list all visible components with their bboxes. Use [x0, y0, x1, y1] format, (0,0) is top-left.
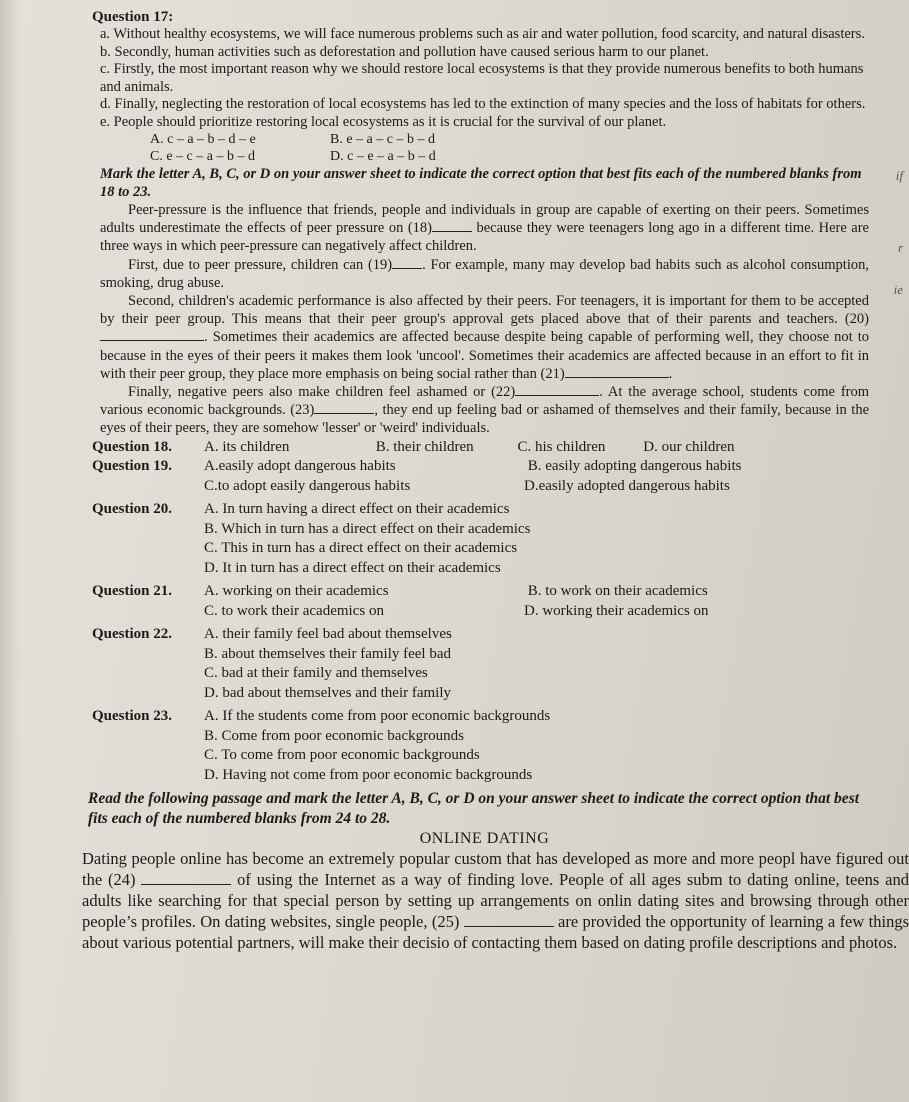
passage-title: ONLINE DATING: [419, 830, 550, 848]
option-d[interactable]: D. Having not come from poor economic backgrounds: [204, 766, 533, 783]
option-b[interactable]: B. about themselves their family feel bad: [204, 645, 452, 662]
option-d[interactable]: D. working their academics on: [524, 602, 709, 619]
question-18: [92, 438, 869, 458]
blank-19: [392, 268, 422, 269]
statement-c: c. Firstly, the most important reason why we should restore local ecosystems is that they provide numerous benefits to both humans and animals.: [100, 61, 864, 95]
question-20: [92, 500, 869, 520]
question-22-option-c-row: [100, 664, 869, 684]
margin-mark: r: [897, 240, 903, 255]
blank-23: [314, 413, 374, 414]
option-a[interactable]: A. working on their academics: [204, 583, 389, 600]
blank-25: [464, 926, 554, 927]
question-23-option-c-row: [100, 746, 869, 766]
blank-22: [515, 395, 599, 396]
question-21-row-2: [100, 602, 869, 622]
peer-pressure-passage: [100, 201, 869, 438]
option-c[interactable]: C. to work their academics on: [204, 602, 384, 619]
option-b[interactable]: B. Come from poor economic backgrounds: [204, 727, 464, 744]
question-19-label: Question 19.: [92, 458, 173, 475]
option-a[interactable]: A. If the students come from poor economic backgrounds: [204, 708, 551, 725]
question-17-options-row-1: [100, 131, 869, 148]
margin-mark: ie: [893, 282, 903, 297]
statement-a: a. Without healthy ecosystems, we will face numerous problems such as air and water pollution, food scarcity, and natural disasters.: [100, 26, 865, 42]
question-17-statements: [100, 26, 869, 131]
question-20-option-c-row: [100, 539, 869, 559]
margin-mark: if: [895, 168, 903, 183]
instruction-18-23: Mark the letter A, B, C, or D on your answer sheet to indicate the correct option that best fits each of the numbered blanks from 18 to 23.: [100, 166, 862, 200]
option-b[interactable]: B. e – a – c – b – d: [330, 132, 435, 147]
option-b[interactable]: B. easily adopting dangerous habits: [527, 458, 742, 475]
option-b[interactable]: B. Which in turn has a direct effect on their academics: [204, 520, 531, 537]
option-a[interactable]: A. its children: [204, 438, 290, 455]
question-23-label: Question 23.: [92, 708, 173, 725]
option-d[interactable]: D. It in turn has a direct effect on their academics: [204, 559, 501, 576]
question-20-option-d-row: [100, 559, 869, 579]
question-22-option-b-row: [100, 645, 869, 665]
instruction-24-28: Read the following passage and mark the letter A, B, C, or D on your answer sheet to indicate the correct option that best fits each of the numbered blanks from 24 to 28.: [88, 790, 860, 828]
statement-d: d. Finally, neglecting the restoration of local ecosystems has led to the extinction of many species and the loss of habitats for others.: [100, 96, 866, 112]
option-d[interactable]: D. our children: [643, 438, 735, 455]
question-22-option-d-row: [100, 684, 869, 704]
option-b[interactable]: B. to work on their academics: [527, 583, 708, 600]
option-a[interactable]: A. c – a – b – d – e: [150, 132, 256, 147]
statement-e: e. People should prioritize restoring local ecosystems as it is crucial for the survival of our planet.: [100, 113, 667, 130]
option-a[interactable]: A.easily adopt dangerous habits: [204, 458, 396, 475]
question-21-label: Question 21.: [92, 583, 173, 600]
question-22-label: Question 22.: [92, 626, 173, 643]
passage-paragraph-3: Second, children's academic performance is also affected by their peers. For teenagers, it is important for them to be accepted by their peer group. This means that their peer group's approval gets placed above that of their parents and teachers. (20) . Sometimes their academics are affected because despite being capable of performing well, they choose not to because in the eyes of their peers it makes them look 'uncool'. Sometimes their academics are affected because in an effort to fit in with their peer group, they place more emphasis on being social rather than (21) .: [100, 293, 869, 382]
blank-21: [565, 377, 669, 378]
question-20-option-b-row: [100, 520, 869, 540]
passage-paragraph-2: First, due to peer pressure, children can (19) . For example, many may develop bad habits such as alcohol consumption, smoking, drug abuse.: [100, 256, 869, 291]
question-22: [92, 625, 869, 645]
option-c[interactable]: C. bad at their family and themselves: [204, 665, 428, 682]
passage-paragraph-1: Peer-pressure is the influence that friends, people and individuals in group are capable of exerting on their peers. Sometimes adults underestimate the effects of peer pressure on (18) because they were teenagers long ago in a different time. Here are three ways in which peer-pressure can negatively affect children.: [100, 202, 869, 255]
option-d[interactable]: D. c – e – a – b – d: [330, 149, 436, 164]
passage-paragraph-4: Finally, negative peers also make children feel ashamed or (22) . At the average school, students come from various economic backgrounds. (23) , they end up feeling bad or ashamed of themselves and their family, because in the eyes of their peers, they are somehow 'lesser' or 'weird' individuals.: [100, 384, 870, 437]
question-17-heading: Question 17:: [92, 9, 174, 25]
question-21: [92, 582, 869, 602]
question-19: [92, 457, 869, 477]
question-19-row-2: [100, 477, 869, 497]
option-d[interactable]: D. bad about themselves and their family: [204, 684, 452, 701]
question-23-option-d-row: [100, 766, 869, 786]
question-17-options-row-2: [100, 148, 869, 165]
question-18-label: Question 18.: [92, 438, 173, 455]
option-d[interactable]: D.easily adopted dangerous habits: [524, 477, 730, 494]
option-b[interactable]: B. their children: [375, 438, 474, 455]
statement-b: b. Secondly, human activities such as deforestation and pollution have caused serious harm to our planet.: [100, 43, 709, 60]
option-a[interactable]: A. In turn having a direct effect on their academics: [204, 501, 510, 518]
option-c[interactable]: C. This in turn has a direct effect on their academics: [204, 540, 518, 557]
question-23: [92, 707, 869, 727]
blank-24: [141, 884, 231, 885]
option-a[interactable]: A. their family feel bad about themselves: [204, 626, 452, 643]
question-23-option-b-row: [100, 727, 869, 747]
online-dating-passage: Dating people online has become an extremely popular custom that has developed as more and more peopl have figured out the (24) of using the Internet as a way of finding love. People of all ages subm to dating online, teens and adults like searching for that special person by setting up arrangements on onlin dating sites and browsing through other people’s profiles. On dating websites, single people, (25) are provided the opportunity of learning a few things about various potential partners, will make their decisio of contacting them based on dating profile descriptions and photos.: [82, 849, 909, 953]
option-c[interactable]: C. e – c – a – b – d: [150, 149, 255, 164]
blank-20: [100, 340, 204, 341]
option-c[interactable]: C. his children: [517, 438, 606, 455]
option-c[interactable]: C.to adopt easily dangerous habits: [204, 477, 411, 494]
question-20-label: Question 20.: [92, 501, 173, 518]
blank-18: [432, 231, 472, 232]
option-c[interactable]: C. To come from poor economic backgrounds: [204, 747, 480, 764]
